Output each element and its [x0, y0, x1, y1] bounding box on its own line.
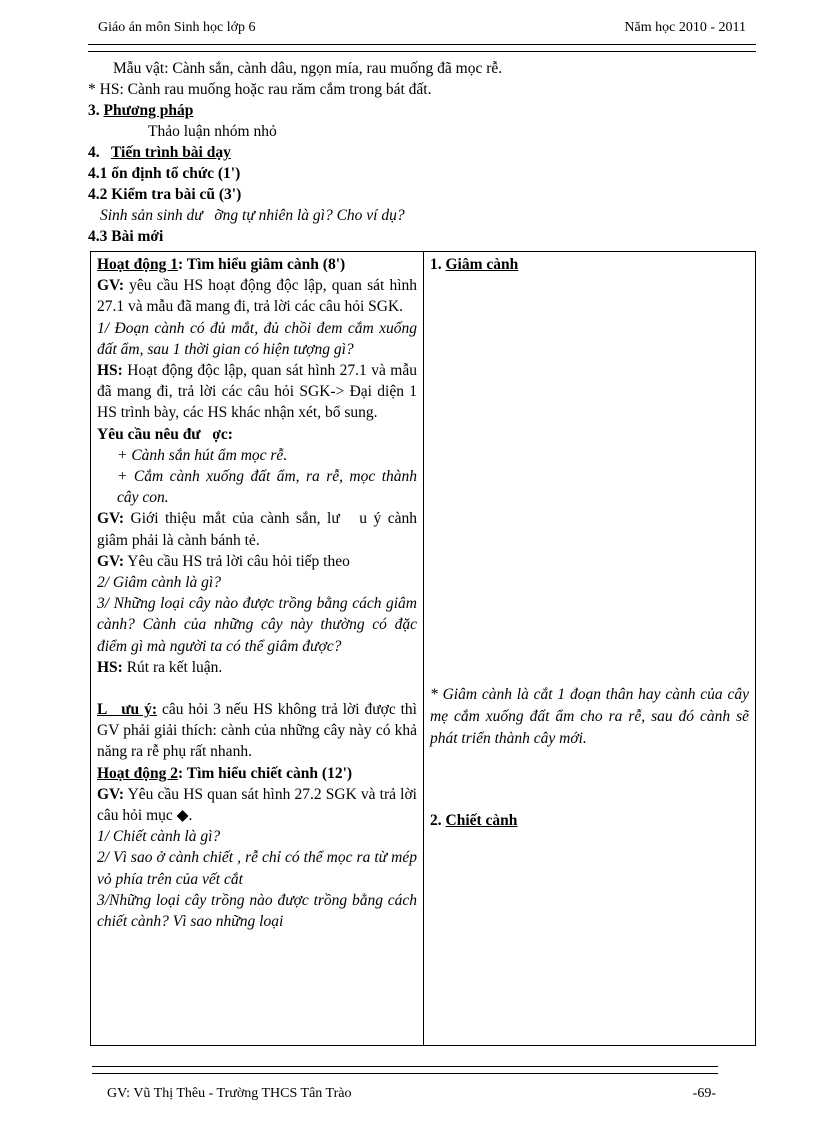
page-number: -69-: [692, 1086, 716, 1101]
footer-divider: [92, 1066, 718, 1074]
question-3: 3/ Những loại cây nào được trồng bằng cách giâm cành? Cành của những cây này thường có đặc điểm gì mà người ta có thể giâm được?: [97, 595, 417, 655]
requirements-heading: Yêu cầu nêu đư ợc:: [97, 425, 233, 443]
header-subject: Giáo án môn Sinh học lớp 6: [98, 20, 256, 35]
content-column: [424, 252, 756, 1046]
gv-instruction-2: GV: Giới thiệu mắt của cành sắn, lư u ý cành giâm phải là cành bánh tẻ.: [97, 510, 421, 549]
gv-instruction-3: GV: Yêu cầu HS trả lời câu hỏi tiếp theo: [97, 552, 350, 570]
question-1: 1/ Đoạn cành có đủ mắt, đủ chồi đem cắm xuống đất ẩm, sau 1 thời gian có hiện tượng gì?: [97, 319, 417, 358]
requirement-2: + Cắm cành xuống đất ẩm, ra rễ, mọc thành cây con.: [117, 468, 417, 507]
question-5: 2/ Vì sao ở cành chiết , rễ chỉ có thể mọc ra từ mép vỏ phía trên của vết cắt: [97, 849, 417, 888]
gv-instruction-1: GV: yêu cầu HS hoạt động độc lập, quan sát hình 27.1 và mẫu đã mang đi, trả lời các câu hỏi SGK.: [97, 277, 417, 316]
spacer: [97, 678, 417, 699]
activity-1-heading: Hoạt động 1: Tìm hiểu giâm cành (8'): [97, 256, 346, 273]
question-6: 3/Những loại cây trồng nào được trồng bằng cách chiết cành? Vì sao những loại: [97, 891, 417, 931]
section-4-heading: 4. Tiến trình bài dạy: [88, 144, 231, 161]
activity-2-heading: Hoạt động 2: Tìm hiểu chiết cành (12'): [97, 764, 353, 782]
section-3-heading: 3. Phương pháp: [88, 102, 194, 119]
hs-response-2: HS: Rút ra kết luận.: [97, 658, 223, 676]
footer-teacher: GV: Vũ Thị Thêu - Trường THCS Tân Trào: [107, 1086, 352, 1101]
question-2: 2/ Giâm cành là gì?: [97, 574, 221, 592]
specimen-line: Mẫu vật: Cành sắn, cành dâu, ngọn mía, rau muống đã mọc rễ.: [113, 60, 503, 77]
section-3-body: Thảo luận nhóm nhỏ: [148, 123, 277, 140]
review-question: Sinh sản sinh dư ỡng tự nhiên là gì? Cho ví dụ?: [100, 207, 405, 224]
heading-giam-canh: 1. Giâm cành: [430, 256, 519, 273]
diamond-bullet-icon: ◆.: [176, 807, 193, 825]
section-4-1: 4.1 ổn định tổ chức (1'): [88, 165, 241, 182]
lesson-table: [90, 251, 756, 1046]
gv-instruction-4: GV: Yêu cầu HS quan sát hình 27.2 SGK và trả lời câu hỏi mục ◆.: [97, 785, 417, 825]
requirement-1: + Cành sắn hút ẩm mọc rễ.: [117, 446, 288, 464]
lesson-intro: [88, 58, 758, 247]
heading-chiet-canh: 2. Chiết cành: [430, 812, 518, 829]
question-4: 1/ Chiết cành là gì?: [97, 828, 221, 846]
section-4-2: 4.2 Kiểm tra bài cũ (3'): [88, 186, 242, 203]
header-divider: [88, 44, 756, 52]
hs-response-1: HS: Hoạt động độc lập, quan sát hình 27.1 và mẫu đã mang đi, trả lời các câu hỏi SGK-> Đại diện 1 HS trình bày, các HS khác nhận xét, bổ sung.: [97, 362, 417, 422]
page-header: [98, 20, 746, 40]
teacher-activities-column: [91, 252, 424, 1046]
giam-canh-definition: * Giâm cành là cắt 1 đoạn thân hay cành của cây mẹ cắm xuống đất ẩm cho ra rễ, sau đó cành sẽ phát triển thành cây mới.: [430, 686, 749, 747]
note-paragraph: L ưu ý: câu hỏi 3 nếu HS không trả lời được thì GV phải giải thích: cành của những cây này có khả năng ra rễ phụ rất nhanh.: [97, 701, 417, 761]
hs-materials-line: * HS: Cành rau muống hoặc rau răm cắm trong bát đất.: [88, 81, 432, 98]
section-4-3: 4.3 Bài mới: [88, 228, 164, 245]
header-school-year: Năm học 2010 - 2011: [624, 20, 746, 35]
